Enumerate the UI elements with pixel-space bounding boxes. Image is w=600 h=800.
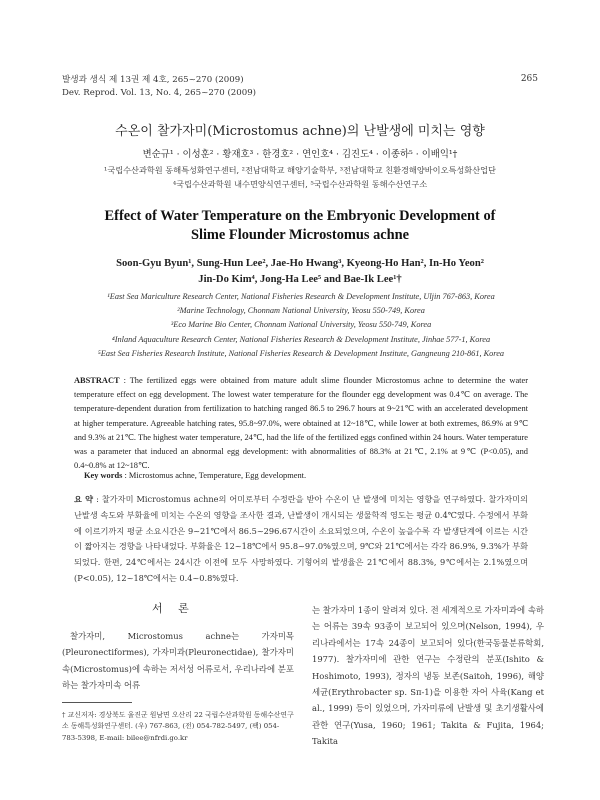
english-affiliation-line: ¹East Sea Mariculture Research Center, National Fisheries Research & Development Institute, Uljin 767-863, Korea [107, 292, 495, 301]
abstract-text: : The fertilized eggs were obtained from mature adult slime flounder Microstomus achne to determine the water temperature effect on egg development. The lowest water temperature for the flounder egg development was 0.4℃ on average. The temperature-dependent duration from fertilization to hatching ranged 86.5 to 296.7 hours at 9~21℃ with an accelerated development at higher temperature. Agreeable hatching rates, 95.8~97.0%, were obtained at 12~18℃, while lower at both extremes, 86.9% at 9℃ and 9.3% at 21℃. The highest water temperature, 24℃, had the life of the fertilized eggs confined within 24 hours. Water temperature was a parameter that induced an abnormal egg development: with abnormalities of 88.3% at 21℃, 2.1% at 9℃ (P<0.05), and 0.4~0.8% at 12~18℃. [74, 376, 529, 471]
korean-affiliation-line: ⁴국립수산과학원 내수면양식연구센터, ⁵국립수산과학원 동해수산연구소 [172, 179, 428, 189]
korean-authors: 변순규¹ · 이성훈² · 황재호³ · 한경호² · 연인호⁴ · 김진도⁴ · 이종하⁵ · 이배익¹† [142, 149, 458, 160]
body-text-right-column: 는 찰가자미 1종이 알려져 있다. 전 세계적으로 가자미과에 속하는 어류는 39속 93종이 보고되어 있으며(Nelson, 1994), 우리나라에서는 17속 24종이 보고되어 있다(한국동물분류학회, 1977). 찰가자미에 관한 연구는 수정란의 분포(Ishito & Hoshimoto, 1993), 정자의 냉동 보존(Saitoh, 1996), 해양세균(Erythrobacter sp. Sπ-1)을 이용한 자어 사육(Kang et al., 1999) 등이 있었으며, 가자미류에 난발생 및 초기생활사에 관한 연구(Yusa, 1960; 1961; Takita & Fujita, 1964; Takita [312, 605, 544, 747]
english-affiliations [66, 290, 536, 361]
journal-header-korean: 발생과 생식 제 13권 제 4호, 265~270 (2009) [62, 75, 244, 85]
keywords-label: Key words [84, 471, 123, 480]
keywords [84, 471, 306, 480]
english-title [0, 207, 600, 245]
body-text-left-column: 찰가자미, Microstomus achne는 가자미목(Pleuronectiformes), 가자미과(Pleuronectidae), 찰가자미속(Microstomus)에 속하는 저서성 어류로서, 우리나라에 분포하는 찰가자미속 어류 [62, 631, 294, 691]
korean-title: 수온이 찰가자미(Microstomus achne)의 난발생에 미치는 영향 [115, 124, 485, 139]
english-authors-line: Jin-Do Kim⁴, Jong-Ha Lee⁵ and Bae-Ik Lee¹† [198, 274, 402, 285]
english-affiliation-line: ⁴Inland Aquaculture Research Center, National Fisheries Research & Development Institute, Jinhae 577-1, Korea [111, 334, 491, 344]
english-affiliation-line: ²Marine Technology, Chonnam National University, Yeosu 550-749, Korea [177, 306, 425, 316]
journal-header-english: Dev. Reprod. Vol. 13, No. 4, 265~270 (2009) [62, 88, 257, 98]
section-heading-introduction: 서 론 [152, 602, 195, 615]
korean-abstract [74, 492, 528, 587]
corresponding-author-footnote: † 교신저자: 경상북도 울진군 원남면 오산리 22 국립수산과학원 동해수산연구소 동해특성화연구센터. (우) 767-863, (전) 054-782-5497, (팩) 054-783-5398, E-mail: bilee@nfrdi.go.kr [62, 711, 294, 742]
page-number: 265 [520, 74, 538, 84]
korean-affiliation-line: ¹국립수산과학원 동해특성화연구센터, ²전남대학교 해양기술학부, ³전남대학교 친환경해양바이오특성화산업단 [104, 165, 496, 175]
keywords-text: : Microstomus achne, Temperature, Egg development. [124, 471, 307, 480]
english-abstract [74, 374, 528, 473]
english-affiliation-line: ³Eco Marine Bio Center, Chonnam National University, Yeosu 550-749, Korea [170, 320, 432, 330]
english-title-line: Effect of Water Temperature on the Embryonic Development of [104, 208, 496, 224]
korean-abstract-label: 요 약 [74, 494, 94, 504]
footnote-divider [62, 702, 132, 703]
english-title-line: Slime Flounder Microstomus achne [190, 227, 410, 243]
abstract-label: ABSTRACT [74, 376, 120, 385]
english-authors-line: Soon-Gyu Byun¹, Sung-Hun Lee², Jae-Ho Hwang³, Kyeong-Ho Han², In-Ho Yeon² [116, 258, 484, 269]
english-authors [0, 256, 600, 288]
korean-affiliations [0, 163, 600, 191]
korean-abstract-text: : 찰가자미 Microstomus achne의 어미로부터 수정란을 받아 수온이 난 발생에 미치는 영향을 연구하였다. 찰가자미의 난발생 속도와 부화율에 미치는 수온의 영향을 조사한 결과, 난발생이 개시되는 생물학적 영도는 평균 0.4℃였다. 수정에서 부화에 이르기까지 평균 소요시간은 9~21℃에서 86.5~296.67시간이 소요되었으며, 수온이 높을수록 각 발생단계에 이르는 시간이 짧아지는 경향을 나타내었다. 부화율은 12~18℃에서 95.8~97.0%였으며, 9℃와 21℃에서는 각각 86.9%, 9.3%가 부화되었다. 한편, 24℃에서는 24시간 이전에 모두 사망하였다. 기형어의 발생율은 21℃에서 88.3%, 9℃에서는 2.1%였으며(P<0.05), 12~18℃에서는 0.4~0.8%였다. [74, 494, 528, 583]
journal-header [62, 74, 256, 100]
english-affiliation-line: ⁵East Sea Fisheries Research Institute, National Fisheries Research & Development Institute, Gangneung 210-861, Korea [97, 348, 505, 358]
